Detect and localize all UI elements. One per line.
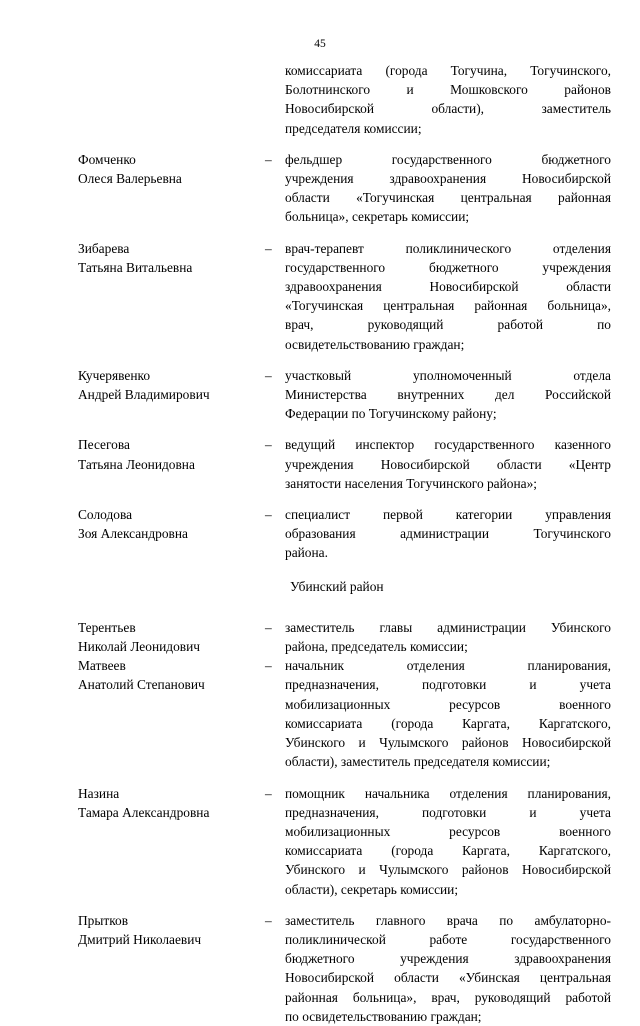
commission-member-entry [0,656,640,771]
commission-member-entry [0,61,640,138]
member-position [285,618,611,656]
member-name [78,911,258,949]
position-line: больница», секретарь комиссии; [285,209,470,225]
member-given-names: Андрей Владимирович [78,387,210,403]
commission-member-entry [0,618,640,656]
member-given-names: Зоя Александровна [78,526,188,542]
commission-member-entry [0,911,640,1026]
position-line: предназначения, подготовки и учета [285,677,611,693]
member-surname: Песегова [78,437,130,453]
position-line: начальник отделения планирования, [285,658,611,674]
position-line: занятости населения Тогучинского района»; [285,475,538,491]
position-line: здравоохранения Новосибирской области [285,279,611,295]
member-name [78,618,258,656]
member-position [285,656,611,771]
position-line: Министерства внутренних дел Российской [285,387,611,403]
commission-member-entry [0,435,640,493]
member-name [78,150,258,188]
member-surname: Зибарева [78,240,130,256]
member-position [285,505,611,563]
commission-member-entry [0,239,640,354]
position-line: Новосибирской области), заместитель [285,101,611,117]
position-line: бюджетного учреждения здравоохранения [285,951,611,967]
position-line: Болотнинского и Мошковского районов [285,82,611,98]
position-line: Федерации по Тогучинскому району; [285,406,497,422]
member-position [285,435,611,493]
dash-separator: – [265,507,272,523]
position-line: учреждения здравоохранения Новосибирской [285,171,611,187]
position-line: заместитель главного врача по амбулаторно- [285,912,611,928]
position-line: государственного бюджетного учреждения [285,259,611,275]
position-line: мобилизационных ресурсов военного [285,696,611,712]
position-line: области «Тогучинская центральная районная [285,190,611,206]
member-name [78,784,258,822]
commission-member-entry [0,505,640,563]
member-surname: Фомченко [78,151,136,167]
commission-member-entry [0,784,640,899]
member-surname: Кучерявенко [78,367,151,383]
position-line: комиссариата (города Тогучина, Тогучинского, [285,63,611,78]
member-given-names: Тамара Александровна [78,804,210,820]
position-line: комиссариата (города Каргата, Каргатского, [285,843,611,859]
member-position [285,150,611,227]
position-line: помощник начальника отделения планирования, [285,785,611,801]
dash-separator: – [265,912,272,928]
member-given-names: Дмитрий Николаевич [78,931,202,947]
dash-separator: – [265,151,272,167]
dash-separator: – [265,367,272,383]
member-given-names: Татьяна Витальевна [78,259,193,275]
position-line: освидетельствованию граждан; [285,336,465,352]
dash-separator: – [265,437,272,453]
district-heading: Убинский район [290,578,384,594]
member-given-names: Анатолий Степанович [78,677,205,693]
position-line: района, председатель комиссии; [285,639,468,655]
member-given-names: Татьяна Леонидовна [78,456,195,472]
position-line: Убинского и Чулымского районов Новосибирской [285,862,611,878]
member-name [78,435,258,473]
member-position [285,784,611,899]
position-line: «Тогучинская центральная районная больница», [285,298,611,314]
member-position [285,911,611,1026]
member-surname: Солодова [78,507,133,523]
position-line: области), секретарь комиссии; [285,881,459,897]
member-given-names: Николай Леонидович [78,639,201,655]
commission-member-entry [0,150,640,227]
member-surname: Прытков [78,912,129,928]
position-line: районная больница», врач, руководящий работой [285,989,611,1005]
member-given-names: Олеся Валерьевна [78,171,182,187]
position-line: врач, руководящий работой по [285,317,611,333]
member-name [78,366,258,404]
position-line: ведущий инспектор государственного казенного [285,437,611,453]
dash-separator: – [265,785,272,801]
position-line: Новосибирской области «Убинская центральная [285,970,611,986]
position-line: поликлинической работе государственного [285,931,611,947]
position-line: председателя комиссии; [285,120,422,136]
member-position [285,61,611,138]
position-line: образования администрации Тогучинского [285,526,611,542]
position-line: учреждения Новосибирской области «Центр [285,456,611,472]
position-line: фельдшер государственного бюджетного [285,151,611,167]
member-position [285,239,611,354]
dash-separator: – [265,619,272,635]
position-line: врач-терапевт поликлинического отделения [285,240,611,256]
member-position [285,366,611,424]
member-surname: Матвеев [78,658,126,674]
position-line: комиссариата (города Каргата, Каргатского, [285,715,611,731]
commission-member-entry [0,366,640,424]
member-name [78,505,258,543]
position-line: по освидетельствованию граждан; [285,1008,482,1024]
member-name [78,656,258,694]
position-line: специалист первой категории управления [285,507,611,523]
position-line: заместитель главы администрации Убинского [285,619,611,635]
member-name [78,239,258,277]
page-number: 45 [314,38,326,50]
position-line: области), заместитель председателя комиссии; [285,754,551,770]
dash-separator: – [265,658,272,674]
position-line: района. [285,545,328,561]
position-line: Убинского и Чулымского районов Новосибирской [285,735,611,751]
member-surname: Назина [78,785,120,801]
position-line: предназначения, подготовки и учета [285,804,611,820]
position-line: участковый уполномоченный отдела [285,367,611,383]
member-surname: Терентьев [78,619,136,635]
document-body [0,61,640,1026]
dash-separator: – [265,240,272,256]
position-line: мобилизационных ресурсов военного [285,823,611,839]
